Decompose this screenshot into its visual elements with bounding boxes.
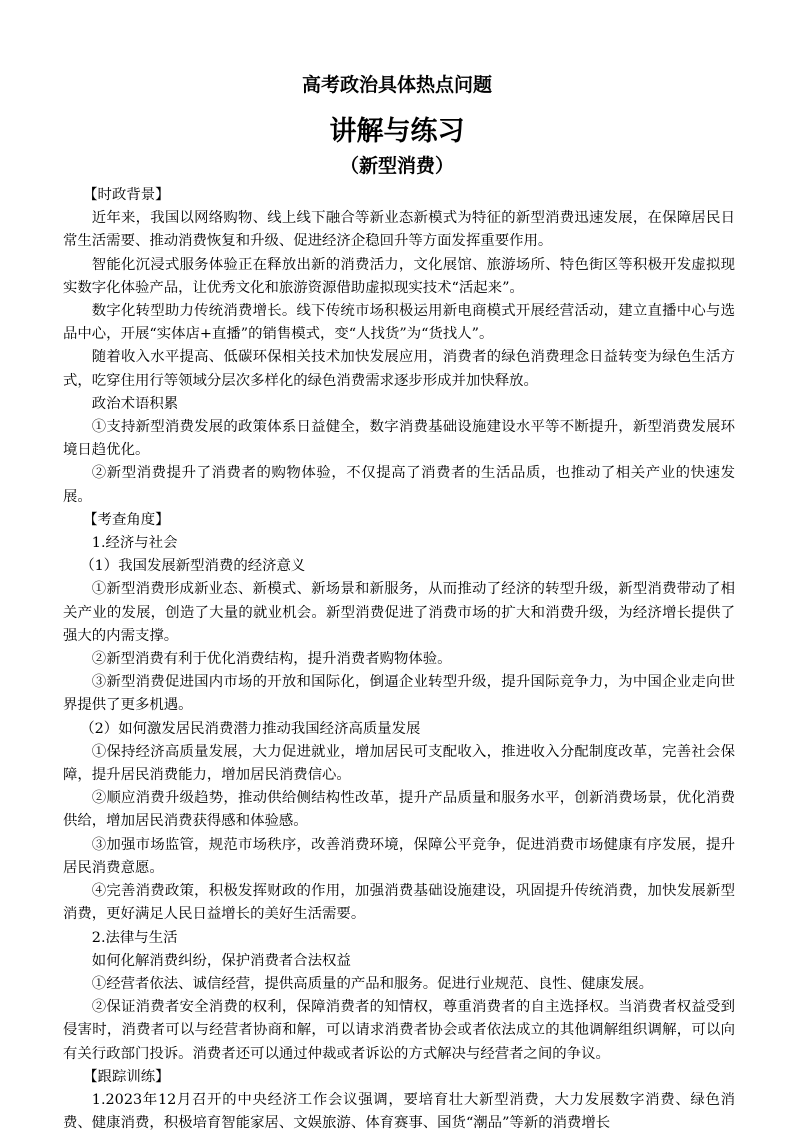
paragraph: ②顺应消费升级趋势，推动供给侧结构性改革，提升产品质量和服务水平，创新消费场景，优化消费供给，增加居民消费获得感和体验感。	[63, 790, 735, 830]
paragraph: 政治术语积累	[91, 395, 179, 412]
paragraph: ③加强市场监管，规范市场秩序，改善消费环境，保障公平竞争，促进消费市场健康有序发展，提升居民消费意愿。	[63, 836, 735, 876]
paragraph: ②保证消费者安全消费的权利，保障消费者的知情权，尊重消费者的自主选择权。当消费者权益受到侵害时，消费者可以与经营者协商和解，可以请求消费者协会或者依法成立的其他调解组织调解，可以向有关行政部门投诉。消费者还可以通过仲裁或者诉讼的方式解决与经营者之间的争议。	[63, 999, 735, 1062]
paragraph: ①经营者依法、诚信经营，提供高质量的产品和服务。促进行业规范、良性、健康发展。	[91, 975, 654, 992]
section-heading: 【跟踪训练】	[83, 1068, 170, 1085]
paragraph: 智能化沉浸式服务体验正在释放出新的消费活力，文化展馆、旅游场所、特色街区等积极开发虚拟现实数字化体验产品，让优秀文化和旅游资源借助虚拟现实技术“活起来”。	[63, 256, 735, 296]
document-title: 高考政治具体热点问题	[301, 74, 492, 96]
paragraph: 1.2023年12月召开的中央经济工作会议强调，要培育壮大新型消费，大力发展数字消费、绿色消费、健康消费，积极培育智能家居、文娱旅游、体育赛事、国货“潮品”等新的消费增长	[63, 1091, 735, 1132]
document-body	[63, 184, 735, 1135]
document-subtitle: 讲解与练习	[329, 116, 465, 147]
paragraph: 近年来，我国以网络购物、线上线下融合等新业态新模式为特征的新型消费迅速发展，在保障居民日常生活需要、推动消费恢复和升级、促进经济企稳回升等方面发挥重要作用。	[63, 210, 735, 250]
paragraph: ②新型消费提升了消费者的购物体验，不仅提高了消费者的生活品质，也推动了相关产业的快速发展。	[63, 465, 735, 505]
paragraph: ④完善消费政策，积极发挥财政的作用，加强消费基础设施建设，巩固提升传统消费，加快发展新型消费，更好满足人民日益增长的美好生活需要。	[63, 883, 735, 923]
section-heading: 【时政背景】	[83, 187, 170, 203]
paragraph: ①新型消费形成新业态、新模式、新场景和新服务，从而推动了经济的转型升级，新型消费带动了相关产业的发展，创造了大量的就业机会。新型消费促进了消费市场的扩大和消费升级，为经济增长提供了强大的内需支撑。	[63, 581, 735, 644]
paragraph: 1.经济与社会	[91, 535, 178, 552]
paragraph: 数字化转型助力传统消费增长。线下传统市场积极运用新电商模式开展经营活动，建立直播中心与选品中心，开展“实体店+直播”的销售模式，变“人找货”为“货找人”。	[63, 303, 735, 343]
subsection-heading: （1）我国发展新型消费的经济意义	[80, 558, 306, 575]
paragraph: 随着收入水平提高、低碳环保相关技术加快发展应用，消费者的绿色消费理念日益转变为绿色生活方式，吃穿住用行等领域分层次多样化的绿色消费需求逐步形成并加快释放。	[63, 349, 735, 389]
subsection-heading: （2）如何激发居民消费潜力推动我国经济高质量发展	[80, 720, 421, 737]
paragraph: ②新型消费有利于优化消费结构，提升消费者购物体验。	[91, 651, 452, 668]
paragraph: ③新型消费促进国内市场的开放和国际化，倒逼企业转型升级，提升国际竞争力，为中国企业走向世界提供了更多机遇。	[63, 674, 735, 714]
paragraph: 如何化解消费纠纷，保护消费者合法权益	[91, 952, 351, 969]
paragraph: 2.法律与生活	[91, 929, 178, 946]
document-topic: （新型消费）	[339, 155, 454, 177]
paragraph: ①支持新型消费发展的政策体系日益健全，数字消费基础设施建设水平等不断提升，新型消费发展环境日趋优化。	[63, 419, 735, 459]
paragraph: ①保持经济高质量发展，大力促进就业，增加居民可支配收入，推进收入分配制度改革，完善社会保障，提升居民消费能力，增加居民消费信心。	[63, 743, 735, 784]
section-heading: 【考查角度】	[83, 511, 170, 528]
